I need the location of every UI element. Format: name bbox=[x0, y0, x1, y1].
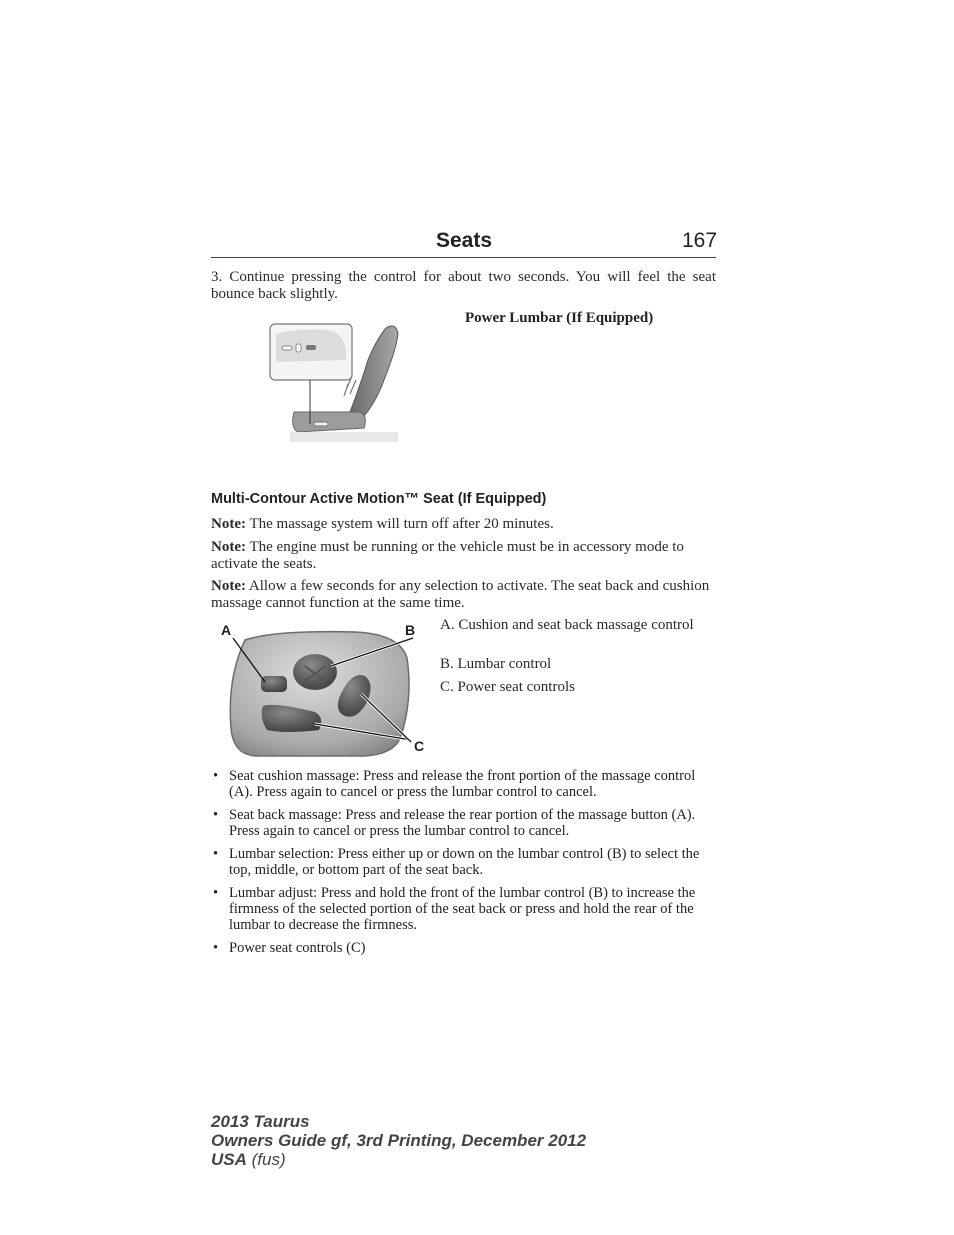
footer bbox=[211, 1112, 586, 1169]
list-item: • Seat back massage: Press and release the rear portion of the massage button (A). Press again to cancel or press the lumbar control to cancel. bbox=[211, 807, 716, 839]
header-divider bbox=[211, 257, 716, 258]
seat-control-panel-illustration bbox=[215, 618, 435, 764]
page-section-title: Seats bbox=[436, 229, 493, 252]
note-text: Allow a few seconds for any selection to activate. The seat back and cushion massage cannot function at the same time. bbox=[211, 578, 710, 611]
list-item: • Lumbar selection: Press either up or down on the lumbar control (B) to select the top, middle, or bottom part of the seat back. bbox=[211, 846, 716, 878]
legend-item-b: B. Lumbar control bbox=[440, 656, 552, 672]
note-label: Note: bbox=[211, 578, 246, 594]
massage-seat-section-heading: Multi-Contour Active Motion™ Seat (If Equipped) bbox=[211, 491, 547, 507]
note-label: Note: bbox=[211, 539, 246, 555]
note-3 bbox=[211, 578, 716, 612]
page-number: 167 bbox=[682, 229, 718, 252]
note-label: Note: bbox=[211, 516, 246, 532]
note-1 bbox=[211, 516, 716, 533]
note-text: The massage system will turn off after 20 minutes. bbox=[245, 516, 554, 532]
figure-label-a: A bbox=[221, 622, 232, 638]
note-text: The engine must be running or the vehicle must be in accessory mode to activate the seats. bbox=[211, 539, 684, 572]
footer-edition: Owners Guide gf, 3rd Printing, December 2012 bbox=[211, 1131, 587, 1150]
footer-market-name: USA bbox=[211, 1150, 247, 1169]
footer-market-code: (fus) bbox=[246, 1150, 286, 1169]
figure-label-c: C bbox=[414, 738, 425, 754]
step-3-text: 3. Continue pressing the control for about two seconds. You will feel the seat bounce back slightly. bbox=[211, 269, 716, 302]
list-item: • Power seat controls (C) bbox=[211, 940, 716, 956]
figure-label-b: B bbox=[405, 622, 416, 638]
footer-market bbox=[211, 1150, 586, 1169]
list-item: • Lumbar adjust: Press and hold the front of the lumbar control (B) to increase the firmness of the selected portion of the seat back or press and hold the rear of the lumbar to decrease the firmness. bbox=[211, 885, 716, 933]
legend-item-a: A. Cushion and seat back massage control bbox=[440, 617, 694, 633]
note-2 bbox=[211, 539, 716, 573]
list-item: • Seat cushion massage: Press and release the front portion of the massage control (A). Press again to cancel or press the lumbar control to cancel. bbox=[211, 768, 716, 800]
power-lumbar-heading: Power Lumbar (If Equipped) bbox=[465, 310, 654, 326]
legend-item-c: C. Power seat controls bbox=[440, 679, 575, 695]
seat-lumbar-illustration bbox=[268, 320, 408, 446]
massage-instructions-list bbox=[211, 768, 716, 963]
footer-model: 2013 Taurus bbox=[211, 1112, 310, 1131]
